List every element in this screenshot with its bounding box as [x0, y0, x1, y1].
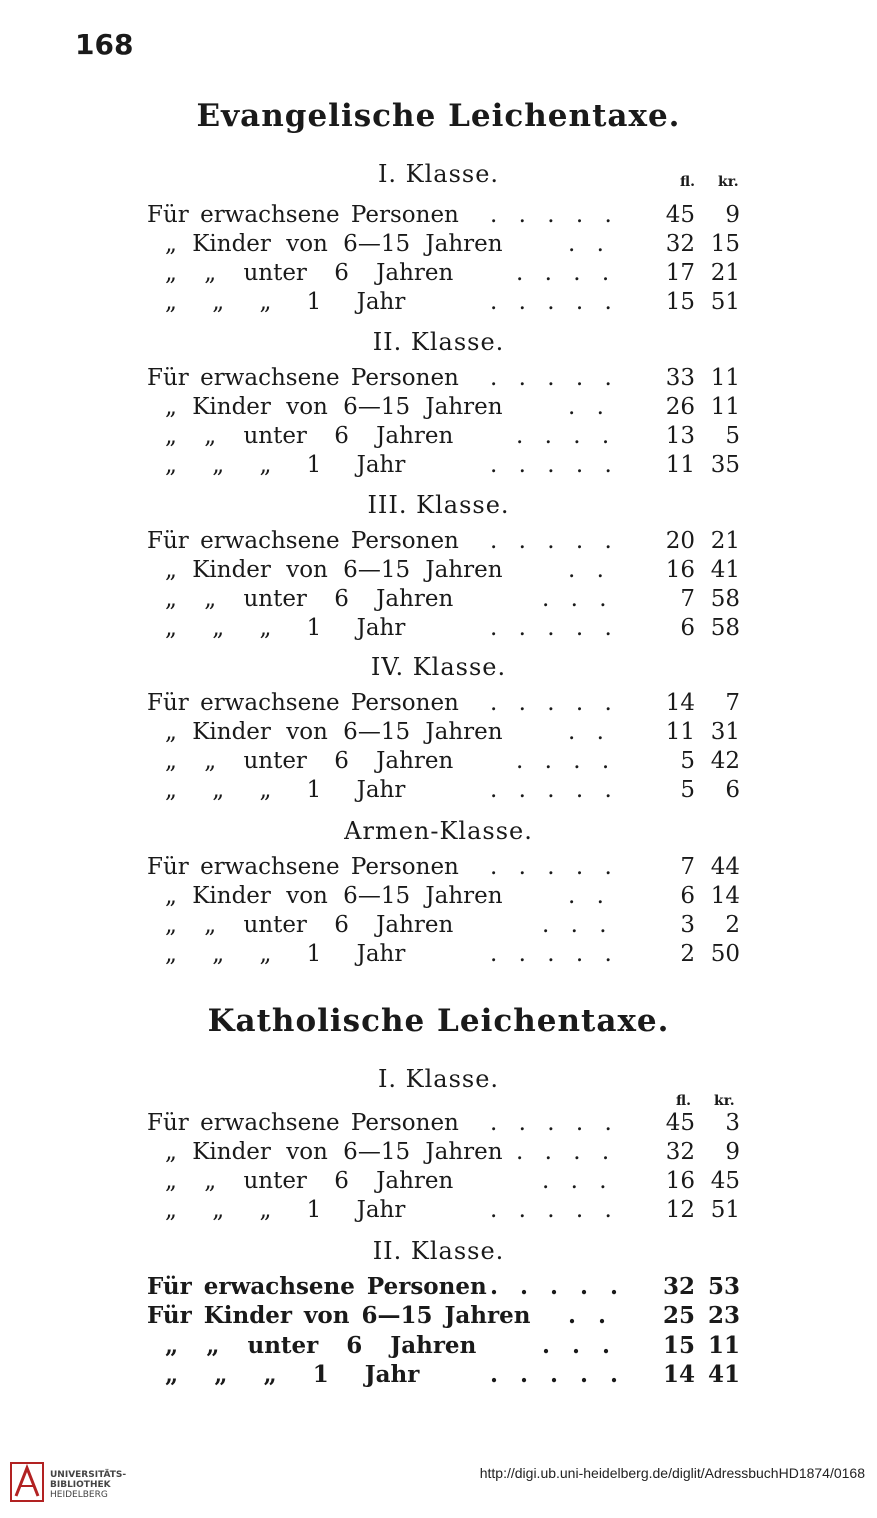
table-row: [0, 614, 877, 643]
row-description: Für erwachsene Personen: [147, 1110, 459, 1136]
florin-value: 33: [665, 365, 695, 391]
kreuzer-value: 3: [725, 1110, 740, 1136]
row-description: „ Kinder von 6—15 Jahren: [165, 231, 503, 257]
library-logo-icon: [10, 1462, 44, 1502]
leader-dots: . . . . .: [490, 615, 612, 641]
leader-dots: . . . .: [516, 1139, 610, 1165]
florin-value: 17: [665, 260, 695, 286]
row-description: „ „ „ 1 Jahr: [165, 777, 406, 803]
class-heading: IV. Klasse.: [370, 653, 507, 681]
kreuzer-value: 21: [710, 260, 740, 286]
row-description: „ „ unter 6 Jahren: [165, 1332, 477, 1359]
leader-dots: . . . . .: [490, 854, 612, 880]
row-description: Für erwachsene Personen: [147, 365, 459, 391]
row-description: Für erwachsene Personen: [147, 202, 459, 228]
unit-label-fl: fl.: [676, 1093, 692, 1109]
table-row: [0, 422, 877, 451]
kreuzer-value: 41: [707, 1361, 740, 1388]
leader-dots: . . . .: [516, 748, 610, 774]
florin-value: 11: [665, 452, 695, 478]
row-description: „ Kinder von 6—15 Jahren: [165, 883, 503, 909]
table-row: [0, 585, 877, 614]
kreuzer-value: 9: [725, 1139, 740, 1165]
kreuzer-value: 51: [710, 289, 740, 315]
row-description: Für erwachsene Personen: [147, 690, 459, 716]
florin-value: 32: [665, 1139, 695, 1165]
section-title-katholisch: Katholische Leichentaxe.: [207, 1003, 670, 1039]
kreuzer-value: 11: [707, 1332, 740, 1359]
florin-value: 11: [665, 719, 695, 745]
kreuzer-value: 31: [710, 719, 740, 745]
kreuzer-value: 42: [710, 748, 740, 774]
row-description: „ „ „ 1 Jahr: [165, 1361, 420, 1388]
florin-value: 15: [665, 289, 695, 315]
row-description: Für erwachsene Personen: [147, 854, 459, 880]
table-row: [0, 201, 877, 230]
florin-value: 20: [665, 528, 695, 554]
table-row: [0, 882, 877, 911]
florin-value: 3: [680, 912, 695, 938]
kreuzer-value: 11: [710, 394, 740, 420]
leader-dots: . .: [568, 1302, 607, 1329]
library-name-line1: UNIVERSITÄTS-: [50, 1470, 127, 1480]
class-heading: II. Klasse.: [372, 1237, 505, 1265]
kreuzer-value: 5: [725, 423, 740, 449]
kreuzer-value: 6: [725, 777, 740, 803]
kreuzer-value: 9: [725, 202, 740, 228]
florin-value: 45: [665, 202, 695, 228]
table-row: [0, 1109, 877, 1138]
table-row: [0, 1360, 877, 1389]
florin-value: 26: [665, 394, 695, 420]
row-description: „ „ unter 6 Jahren: [165, 423, 454, 449]
kreuzer-value: 35: [710, 452, 740, 478]
kreuzer-value: 41: [710, 557, 740, 583]
library-name: [50, 1470, 126, 1500]
section-title-evangelisch: Evangelische Leichentaxe.: [196, 98, 681, 134]
table-row: [0, 451, 877, 480]
florin-value: 12: [665, 1197, 695, 1223]
leader-dots: . . .: [542, 912, 607, 938]
table-row: [0, 259, 877, 288]
row-description: „ Kinder von 6—15 Jahren: [165, 394, 503, 420]
leader-dots: . . . . .: [490, 941, 612, 967]
florin-value: 16: [665, 557, 695, 583]
florin-value: 32: [665, 231, 695, 257]
row-description: „ „ „ 1 Jahr: [165, 1197, 406, 1223]
row-description: Für erwachsene Personen: [147, 528, 459, 554]
unit-label-kr: kr.: [714, 1093, 735, 1109]
florin-value: 15: [662, 1332, 695, 1359]
kreuzer-value: 58: [710, 615, 740, 641]
kreuzer-value: 45: [710, 1168, 740, 1194]
florin-value: 14: [665, 690, 695, 716]
source-url-link[interactable]: http://digi.ub.uni-heidelberg.de/diglit/AdressbuchHD1874/0168: [479, 1465, 865, 1481]
row-description: „ „ „ 1 Jahr: [165, 615, 406, 641]
leader-dots: . . . .: [516, 423, 610, 449]
leader-dots: . .: [568, 231, 604, 257]
leader-dots: . . . . .: [490, 452, 612, 478]
kreuzer-value: 21: [710, 528, 740, 554]
row-description: Für erwachsene Personen: [147, 1273, 487, 1300]
leader-dots: . . . . .: [490, 289, 612, 315]
row-description: „ „ unter 6 Jahren: [165, 586, 454, 612]
leader-dots: . .: [568, 883, 604, 909]
florin-value: 6: [680, 883, 695, 909]
leader-dots: . . . . .: [490, 365, 612, 391]
unit-label-fl: fl.: [680, 174, 696, 190]
kreuzer-value: 7: [725, 690, 740, 716]
kreuzer-value: 51: [710, 1197, 740, 1223]
leader-dots: . . . . .: [490, 777, 612, 803]
kreuzer-value: 15: [710, 231, 740, 257]
kreuzer-value: 44: [710, 854, 740, 880]
row-description: „ „ „ 1 Jahr: [165, 452, 406, 478]
row-description: „ Kinder von 6—15 Jahren: [165, 719, 503, 745]
leader-dots: . . . . .: [490, 690, 612, 716]
florin-value: 7: [680, 586, 695, 612]
florin-value: 13: [665, 423, 695, 449]
row-description: „ Kinder von 6—15 Jahren: [165, 557, 503, 583]
table-row: [0, 288, 877, 317]
kreuzer-value: 14: [710, 883, 740, 909]
class-heading: Armen-Klasse.: [344, 817, 533, 845]
leader-dots: . . . .: [516, 260, 610, 286]
florin-value: 5: [680, 777, 695, 803]
florin-value: 45: [665, 1110, 695, 1136]
row-description: „ Kinder von 6—15 Jahren: [165, 1139, 503, 1165]
table-row: [0, 689, 877, 718]
library-name-line3: HEIDELBERG: [50, 1490, 108, 1500]
leader-dots: . .: [568, 394, 604, 420]
table-row: [0, 1167, 877, 1196]
kreuzer-value: 2: [725, 912, 740, 938]
table-row: [0, 556, 877, 585]
florin-value: 2: [680, 941, 695, 967]
table-row: [0, 1196, 877, 1225]
table-row: [0, 1138, 877, 1167]
table-row: [0, 1301, 877, 1330]
leader-dots: . . . . .: [490, 1361, 619, 1388]
leader-dots: . .: [568, 557, 604, 583]
class-heading: III. Klasse.: [367, 491, 510, 519]
class-heading: I. Klasse.: [377, 1065, 500, 1093]
class-heading: II. Klasse.: [372, 328, 505, 356]
florin-value: 16: [665, 1168, 695, 1194]
table-row: [0, 718, 877, 747]
leader-dots: . . .: [542, 1168, 607, 1194]
table-row: [0, 911, 877, 940]
kreuzer-value: 23: [707, 1302, 740, 1329]
florin-value: 32: [662, 1273, 695, 1300]
table-row: [0, 940, 877, 969]
unit-label-kr: kr.: [718, 174, 739, 190]
kreuzer-value: 58: [710, 586, 740, 612]
table-row: [0, 393, 877, 422]
kreuzer-value: 53: [707, 1273, 740, 1300]
leader-dots: . . . . .: [490, 1273, 619, 1300]
table-row: [0, 1331, 877, 1360]
table-row: [0, 527, 877, 556]
library-name-line2: BIBLIOTHEK: [50, 1480, 111, 1490]
row-description: „ „ unter 6 Jahren: [165, 748, 454, 774]
table-row: [0, 1272, 877, 1301]
florin-value: 7: [680, 854, 695, 880]
leader-dots: . .: [568, 719, 604, 745]
leader-dots: . . . . .: [490, 202, 612, 228]
kreuzer-value: 50: [710, 941, 740, 967]
row-description: „ „ „ 1 Jahr: [165, 941, 406, 967]
kreuzer-value: 11: [710, 365, 740, 391]
class-heading: I. Klasse.: [377, 160, 500, 188]
leader-dots: . . . . .: [490, 1110, 612, 1136]
table-row: [0, 776, 877, 805]
row-description: Für Kinder von 6—15 Jahren: [147, 1302, 531, 1329]
leader-dots: . . . . .: [490, 528, 612, 554]
table-row: [0, 747, 877, 776]
florin-value: 14: [662, 1361, 695, 1388]
row-description: „ „ „ 1 Jahr: [165, 289, 406, 315]
florin-value: 6: [680, 615, 695, 641]
leader-dots: . . .: [542, 586, 607, 612]
leader-dots: . . .: [542, 1332, 611, 1359]
row-description: „ „ unter 6 Jahren: [165, 912, 454, 938]
leader-dots: . . . . .: [490, 1197, 612, 1223]
row-description: „ „ unter 6 Jahren: [165, 1168, 454, 1194]
florin-value: 25: [662, 1302, 695, 1329]
table-row: [0, 364, 877, 393]
row-description: „ „ unter 6 Jahren: [165, 260, 454, 286]
table-row: [0, 853, 877, 882]
florin-value: 5: [680, 748, 695, 774]
page-number: 168: [75, 28, 134, 61]
table-row: [0, 230, 877, 259]
